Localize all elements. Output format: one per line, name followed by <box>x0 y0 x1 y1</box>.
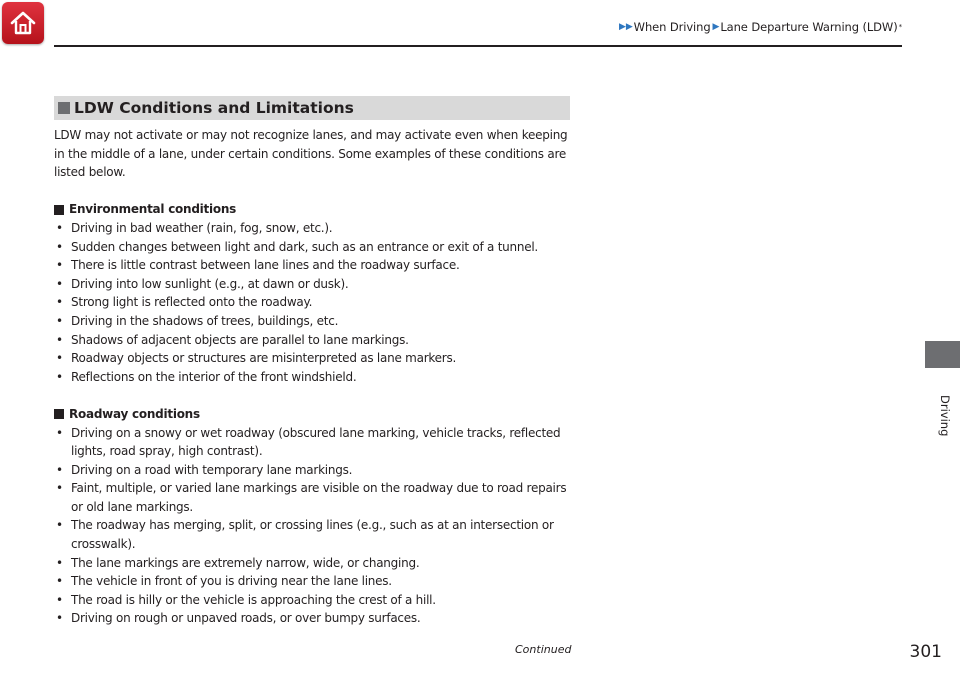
breadcrumb <box>619 20 902 34</box>
roadway-heading-text: Roadway conditions <box>69 406 200 421</box>
list-item: • Reflections on the interior of the front windshield. <box>54 368 574 387</box>
intro-paragraph: LDW may not activate or may not recognize lanes, and may activate even when keeping in the middle of a lane, under certain conditions. Some examples of these conditions are listed below. <box>54 128 568 180</box>
list-item: • Roadway objects or structures are misinterpreted as lane markers. <box>54 349 574 368</box>
breadcrumb-section-link[interactable]: When Driving <box>633 20 711 34</box>
footnote-mark: * <box>898 23 902 31</box>
list-item: • Faint, multiple, or varied lane markings are visible on the roadway due to road repairs or old lane markings. <box>54 479 574 516</box>
roadway-list <box>54 424 574 629</box>
chapter-tab[interactable] <box>925 341 960 368</box>
list-item: • Strong light is reflected onto the roadway. <box>54 293 574 312</box>
home-icon <box>8 8 38 38</box>
list-item: • The road is hilly or the vehicle is approaching the crest of a hill. <box>54 591 574 610</box>
page-number: 301 <box>909 642 942 662</box>
breadcrumb-topic: Lane Departure Warning (LDW) <box>720 20 898 34</box>
list-item: • Driving into low sunlight (e.g., at dawn or dusk). <box>54 275 574 294</box>
section-square-icon <box>58 102 70 114</box>
list-item: • There is little contrast between lane lines and the roadway surface. <box>54 256 574 275</box>
environmental-list <box>54 219 574 386</box>
breadcrumb-arrow-icon: ▶▶ <box>619 22 633 32</box>
list-item: • Sudden changes between light and dark, such as an entrance or exit of a tunnel. <box>54 238 574 257</box>
list-item: • Driving in the shadows of trees, buildings, etc. <box>54 312 574 331</box>
list-item: • The lane markings are extremely narrow, wide, or changing. <box>54 554 574 573</box>
section-title: LDW Conditions and Limitations <box>74 99 354 117</box>
header-divider <box>54 45 902 47</box>
list-item: • Driving in bad weather (rain, fog, snow, etc.). <box>54 219 574 238</box>
spacer <box>54 386 574 405</box>
continued-note: Continued <box>515 643 572 656</box>
list-item: • Shadows of adjacent objects are parallel to lane markings. <box>54 331 574 350</box>
list-item: • The roadway has merging, split, or crossing lines (e.g., such as at an intersection or crosswalk). <box>54 516 574 553</box>
list-item: • Driving on rough or unpaved roads, or over bumpy surfaces. <box>54 609 574 628</box>
subheading-square-icon <box>54 205 64 215</box>
environmental-heading-text: Environmental conditions <box>69 202 237 217</box>
breadcrumb-arrow-icon: ▶ <box>712 22 720 32</box>
roadway-heading <box>54 405 574 424</box>
main-content <box>54 126 574 628</box>
list-item: • The vehicle in front of you is driving near the lane lines. <box>54 572 574 591</box>
list-item: • Driving on a snowy or wet roadway (obscured lane marking, vehicle tracks, reflected lights, road spray, high contrast). <box>54 424 574 461</box>
section-heading-bar <box>54 96 570 120</box>
list-item: • Driving on a road with temporary lane markings. <box>54 461 574 480</box>
environmental-heading <box>54 200 574 219</box>
chapter-tab-label: Driving <box>938 395 952 437</box>
subheading-square-icon <box>54 409 64 419</box>
home-button[interactable] <box>2 2 44 44</box>
